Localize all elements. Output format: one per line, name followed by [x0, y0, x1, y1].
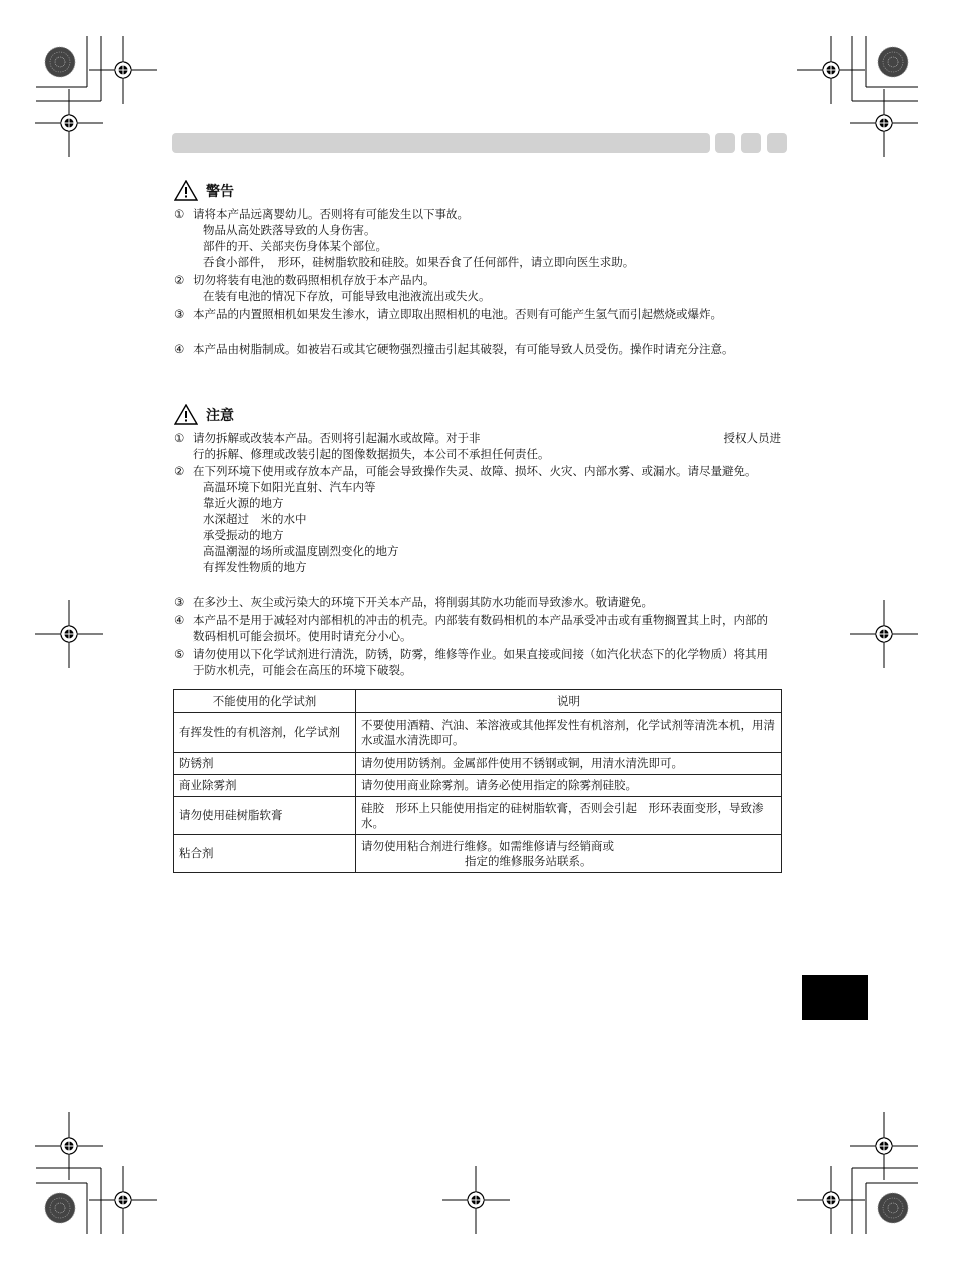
caution-item-1: ① 请勿拆解或改装本产品。否则将引起漏水或故障。对于非 授权人员进 行的拆解、修理或改装引起的图像数据损失，本公司不承担任何责任。	[174, 431, 781, 461]
warning-item-4: ④ 本产品由树脂制成。如被岩石或其它硬物强烈撞击引起其破裂，有可能导致人员受伤。操作时请充分注意。	[174, 342, 734, 356]
caution-item-4: ④ 本产品不是用于减轻对内部相机的冲击的机壳。内部装有数码相机的本产品承受冲击或有重物搁置其上时，内部的数码相机可能会损坏。使用时请充分小心。	[174, 613, 768, 643]
table-row: 粘合剂 请勿使用粘合剂进行维修。如需维修请与经销商或 指定的维修服务站联系。	[174, 835, 782, 873]
warning-title: 警告	[206, 183, 234, 200]
warning-item-2: ② 切勿将装有电池的数码照相机存放于本产品内。 在装有电池的情况下存放，可能导致电池液流出或失火。	[174, 273, 491, 303]
caution-item-3: ③ 在多沙土、灰尘或污染大的环境下开关本产品，将削弱其防水功能而导致渗水。敬请避免。	[174, 595, 653, 609]
table-row: 请勿使用硅树脂软膏 硅胶 形环上只能使用指定的硅树脂软膏，否则会引起 形环表面变形，导致渗水。	[174, 797, 782, 835]
warning-item-1: ① 请将本产品远离婴幼儿。否则将有可能发生以下事故。 物品从高处跌落导致的人身伤害。 部件的开、关部夹伤身体某个部位。 吞食小部件， 形环，硅树脂软胶和硅胶。如果吞食了任何部件，请立即向医生求助。	[174, 207, 635, 269]
caution-item-5: ⑤ 请勿使用以下化学试剂进行清洗，防锈，防雾，维修等作业。如果直接或间接（如汽化状态下的化学物质）将其用于防水机壳，可能会在高压的环境下破裂。	[174, 647, 768, 677]
warning-item-3: ③ 本产品的内置照相机如果发生渗水，请立即取出照相机的电池。否则有可能产生氢气而引起燃烧或爆炸。	[174, 307, 722, 321]
table-row: 有挥发性的有机溶剂，化学试剂 不要使用酒精、汽油、苯溶液或其他挥发性有机溶剂，化学试剂等清洗本机，用清水或温水清洗即可。	[174, 713, 782, 753]
table-row: 商业除雾剂 请勿使用商业除雾剂。请务必使用指定的除雾剂硅胶。	[174, 775, 782, 797]
table-header-chemical: 不能使用的化学试剂	[174, 690, 356, 713]
caution-title: 注意	[206, 407, 234, 424]
caution-item-2: ② 在下列环境下使用或存放本产品，可能会导致操作失灵、故障、损坏、火灾、内部水雾、或漏水。请尽量避免。 高温环境下如阳光直射、汽车内等 靠近火源的地方 水深超过 米的水中 承受振动的地方 高温潮湿的场所或温度剧烈变化的地方 有挥发性物质的地方	[174, 464, 757, 574]
table-header-description: 说明	[356, 690, 782, 713]
table-row: 防锈剂 请勿使用防锈剂。金属部件使用不锈钢或铜，用清水清洗即可。	[174, 753, 782, 775]
